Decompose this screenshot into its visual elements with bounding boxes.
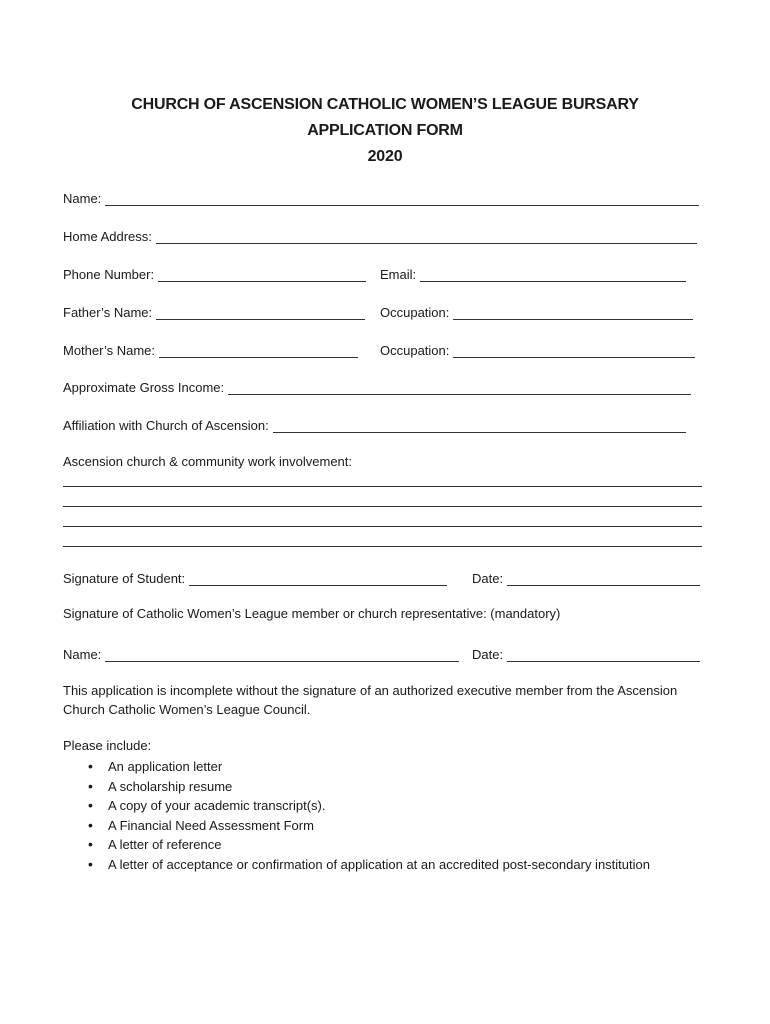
phone-row [63,264,366,282]
gross-income-field[interactable] [228,381,691,395]
community-work-line-3[interactable] [63,526,702,527]
gross-income-row [63,377,691,395]
fathers-occupation-label: Occupation: [380,305,450,320]
student-signature-field[interactable] [189,572,447,586]
include-item: • A Financial Need Assessment Form [108,816,650,836]
mothers-occupation-field[interactable] [453,344,695,358]
email-row [380,264,686,282]
gross-income-label: Approximate Gross Income: [63,380,225,395]
rep-date-label: Date: [472,647,504,662]
affiliation-row [63,415,686,433]
include-list [63,757,650,875]
student-date-field[interactable] [507,572,700,586]
include-item: • An application letter [108,757,650,777]
fathers-name-row [63,302,365,320]
student-date-label: Date: [472,571,504,586]
include-item: • A scholarship resume [108,777,650,797]
mothers-occupation-row [380,340,695,358]
home-address-field[interactable] [156,230,697,244]
cwl-signature-label: Signature of Catholic Women’s League member or church representative: (mandatory) [63,606,561,621]
name-field[interactable] [105,192,699,206]
include-item: • A copy of your academic transcript(s). [108,796,650,816]
include-item: • A letter of acceptance or confirmation of application at an accredited post-secondary institution [108,855,650,875]
student-date-row [472,568,700,586]
name-row [63,188,699,206]
mothers-name-row [63,340,358,358]
affiliation-label: Affiliation with Church of Ascension: [63,418,269,433]
mothers-name-label: Mother’s Name: [63,343,155,358]
rep-date-field[interactable] [507,648,700,662]
include-heading: Please include: [63,738,152,753]
fathers-occupation-row [380,302,693,320]
rep-date-row [472,644,700,662]
home-address-row [63,226,697,244]
email-field[interactable] [420,268,686,282]
community-work-line-2[interactable] [63,506,702,507]
mothers-occupation-label: Occupation: [380,343,450,358]
form-title-line-2: APPLICATION FORM [307,122,463,139]
phone-field[interactable] [158,268,366,282]
form-year: 2020 [367,148,403,165]
community-work-line-1[interactable] [63,486,702,487]
email-label: Email: [380,267,417,282]
fathers-name-label: Father’s Name: [63,305,153,320]
name-label: Name: [63,191,102,206]
rep-name-field[interactable] [105,648,459,662]
rep-name-label: Name: [63,647,102,662]
mothers-name-field[interactable] [159,344,358,358]
rep-name-row [63,644,459,662]
affiliation-field[interactable] [273,419,686,433]
student-signature-label: Signature of Student: [63,571,186,586]
form-title-line-1: CHURCH OF ASCENSION CATHOLIC WOMEN’S LEAGUE BURSARY [131,96,639,113]
fathers-name-field[interactable] [156,306,365,320]
phone-label: Phone Number: [63,267,155,282]
home-address-label: Home Address: [63,229,152,244]
community-work-label: Ascension church & community work involvement: [63,454,353,469]
student-signature-row [63,568,447,586]
community-work-line-4[interactable] [63,546,702,547]
include-item: • A letter of reference [108,835,650,855]
incomplete-notice: This application is incomplete without the signature of an authorized executive member from the Ascension Church Catholic Women’s League Council. [63,683,678,717]
fathers-occupation-field[interactable] [453,306,693,320]
